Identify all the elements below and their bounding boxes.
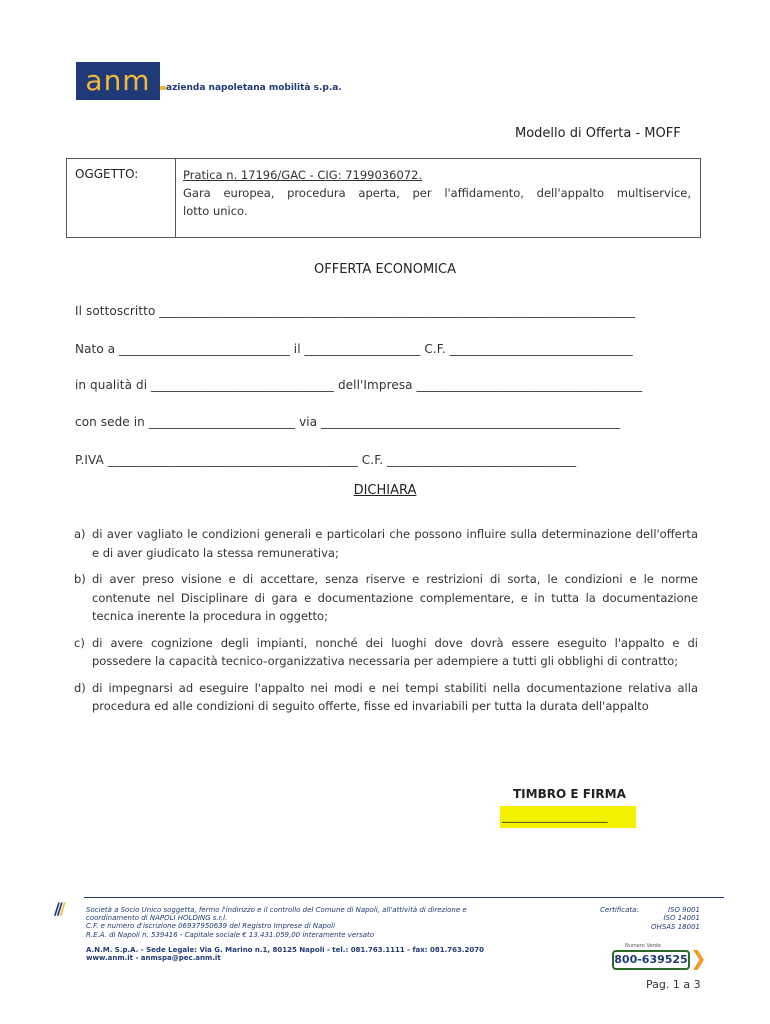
object-table [66,158,701,238]
footer-contacts [86,946,516,963]
footer-line: C.F. e numero d'iscrizione 06937950639 del Registro Imprese di Napoli [86,922,336,931]
chevron-right-icon: ❯ [690,946,707,970]
object-content [183,166,691,220]
field-undersigned[interactable]: Il sottoscritto ______________________________________________________________________________ [75,304,636,318]
declaration-text: di impegnarsi ad eseguire l'appalto nei modi e nei tempi stabiliti nella documentazione relativa alla procedura ed alle condizioni di seguito offerte, fisse ed invariabili per tutta la durata dell'appalto [92,680,698,713]
object-label-cell [67,159,176,237]
field-vat[interactable]: P.IVA _________________________________________ C.F. _______________________________ [75,453,577,467]
toll-free-number: 800-639525 [612,950,690,970]
cert-item: ISO 14001 [663,914,700,923]
declare-title: DICHIARA [353,483,417,498]
logo-tagline: azienda napoletana mobilità s.p.a. [166,83,342,93]
footer-rule [84,897,724,898]
document-title: Modello di Offerta - MOFF [515,126,681,141]
footer-slashes-icon: /// [54,899,63,918]
cert-item: ISO 9001 [667,906,700,914]
toll-free-caption: Numero Verde [625,943,661,949]
cert-list [620,906,700,931]
declaration-item [74,679,698,716]
footer-legal-text [86,906,516,939]
object-line-1: Pratica n. 17196/GAC - CIG: 7199036072. [183,168,423,182]
object-line-3: lotto unico. [183,204,248,218]
declaration-marker: b) [74,572,86,586]
field-birth[interactable]: Nato a ____________________________ il ___________________ C.F. ______________________________ [75,342,633,356]
field-role[interactable]: in qualità di ______________________________ dell'Impresa _____________________________________ [75,378,643,392]
declaration-marker: d) [74,680,86,695]
stamp-title: TIMBRO E FIRMA [513,787,626,801]
declaration-text: di avere cognizione degli impianti, nonché dei luoghi dove dovrà essere eseguito l'appalto e di possedere la capacità tecnico-organizzativa necessaria per adempiere a tutti gli obblighi di contratto; [92,635,698,668]
signature-field[interactable] [500,806,636,828]
page-number: Pag. 1 a 3 [646,978,701,991]
object-line-2: Gara europea, procedura aperta, per l'affidamento, dell'appalto multiservice, [183,186,691,200]
declaration-item [74,525,698,562]
field-address[interactable]: con sede in ________________________ via _________________________________________________ [75,415,620,429]
object-label: OGGETTO: [75,167,139,181]
declaration-marker: c) [74,635,85,650]
signature-line: _____________________ [502,810,607,823]
footer-line: coordinamento di NAPOLI HOLDING s.r.l. [86,914,228,923]
cert-label: Certificata: [600,906,639,914]
declaration-marker: a) [74,527,86,541]
declaration-item [74,634,698,671]
declaration-item [74,570,698,626]
cert-item: OHSAS 18001 [651,922,700,931]
footer-web: www.anm.it - anmspa@pec.anm.it [86,954,221,963]
footer-line: Società a Socio Unico soggetta, fermo l'indirizzo e il controllo del Comune di Napoli, all'attività di direzione e [86,906,467,914]
declaration-text: di aver preso visione e di accettare, senza riserve e restrizioni di sorta, le condizioni e le norme contenute nel Disciplinare di gara e documentazione complementare, e in tutta la documentazione tecnica inerente la procedura in oggetto; [92,572,698,623]
footer-line: R.E.A. di Napoli n. 539416 - Capitale sociale € 13.431.059,00 interamente versato [86,930,375,939]
anm-logo: anm [76,62,160,100]
declarations-list [74,525,698,716]
offer-title: OFFERTA ECONOMICA [314,262,456,277]
footer-address: A.N.M. S.p.A. - Sede Legale: Via G. Marino n.1, 80125 Napoli - tel.: 081.763.1111 - fax: 081.763.2070 [86,946,485,954]
declaration-text: di aver vagliato le condizioni generali e particolari che possono influire sulla determinazione dell'offerta e di aver giudicato la stessa remunerativa; [92,527,698,560]
